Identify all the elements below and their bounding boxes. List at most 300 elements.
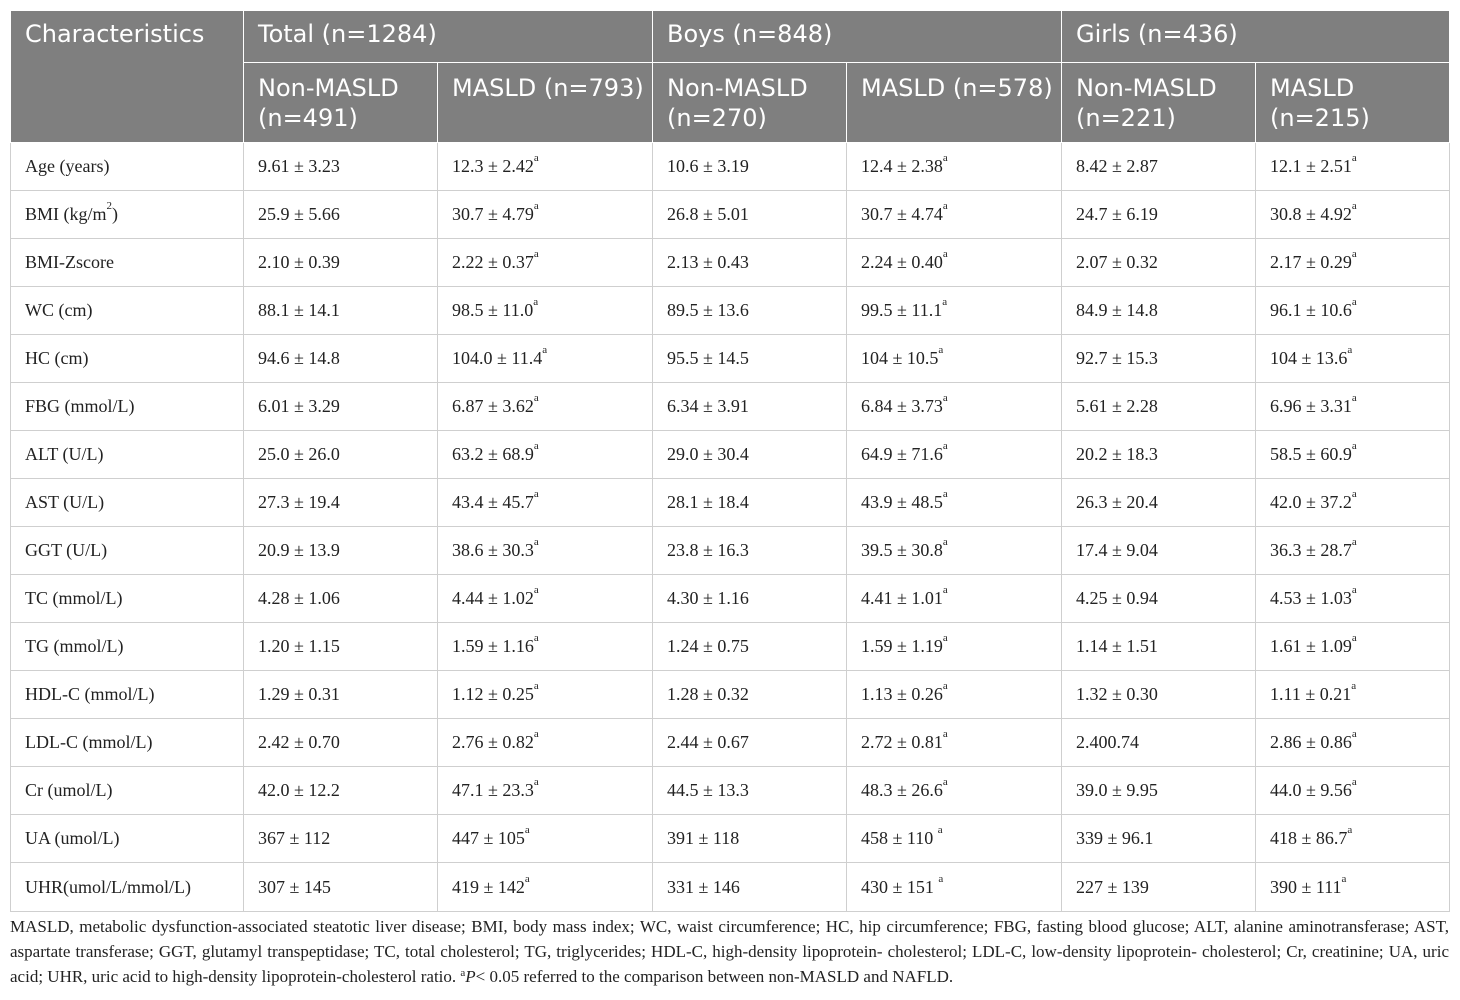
- significance-marker: a: [938, 872, 944, 885]
- significance-marker: a: [1347, 344, 1353, 356]
- cell-value: 48.3 ± 26.6: [861, 780, 943, 800]
- cell-value: 28.1 ± 18.4: [667, 492, 749, 512]
- table-row: [11, 815, 1450, 863]
- table-cell: [847, 287, 1062, 335]
- cell-value: 63.2 ± 68.9: [452, 444, 534, 464]
- table-cell: [1062, 383, 1256, 431]
- table-cell: [1062, 239, 1256, 287]
- subheader-girls-non-masld: Non-MASLD (n=221): [1062, 63, 1256, 143]
- cell-value: 331 ± 146: [667, 876, 740, 897]
- subheader-total-masld: MASLD (n=793): [438, 63, 653, 143]
- table-cell: [244, 575, 438, 623]
- table-cell: [653, 239, 847, 287]
- significance-marker: a: [533, 296, 539, 308]
- table-cell: [653, 815, 847, 863]
- row-label: [11, 143, 244, 191]
- cell-value: 1.29 ± 0.31: [258, 684, 340, 704]
- table-cell: [438, 527, 653, 575]
- table-cell: [438, 191, 653, 239]
- table-cell: [244, 287, 438, 335]
- table-cell: [847, 671, 1062, 719]
- subheader-boys-non-masld: Non-MASLD (n=270): [653, 63, 847, 143]
- cell-value: 2.42 ± 0.70: [258, 732, 340, 752]
- cell-value: 4.41 ± 1.01: [861, 588, 943, 608]
- significance-marker: a: [942, 680, 948, 692]
- row-label-text: GGT (U/L): [25, 540, 108, 560]
- cell-value: 39.5 ± 30.8: [861, 540, 943, 560]
- significance-marker: a: [1351, 200, 1357, 212]
- table-cell: [653, 191, 847, 239]
- table-cell: [244, 431, 438, 479]
- table-cell: [653, 863, 847, 912]
- cell-value: 1.14 ± 1.51: [1076, 636, 1158, 656]
- cell-value: 17.4 ± 9.04: [1076, 540, 1158, 560]
- table-row: [11, 383, 1450, 431]
- table-cell: [1256, 623, 1450, 671]
- table-cell: [1256, 431, 1450, 479]
- table-cell: [653, 767, 847, 815]
- table-cell: [847, 143, 1062, 191]
- cell-value: 418 ± 86.7: [1270, 828, 1348, 848]
- significance-marker: a: [942, 200, 948, 212]
- table-cell: [1062, 767, 1256, 815]
- table-cell: [653, 527, 847, 575]
- table-cell: [653, 143, 847, 191]
- table-cell: [438, 863, 653, 912]
- characteristics-table: [10, 10, 1450, 912]
- significance-marker: a: [542, 344, 548, 356]
- significance-marker: a: [1347, 824, 1353, 836]
- row-label-text: Cr (umol/L): [25, 780, 113, 800]
- row-label: [11, 767, 244, 815]
- cell-value: 2.44 ± 0.67: [667, 732, 749, 752]
- cell-value: 430 ± 151: [861, 876, 939, 897]
- cell-value: 44.0 ± 9.56: [1270, 780, 1352, 800]
- cell-value: 1.24 ± 0.75: [667, 636, 749, 656]
- footnote-text: MASLD, metabolic dysfunction-associated steatotic liver disease; BMI, body mass index; WC, waist circumference; HC, hip circumference; FBG, fasting blood glucose; ALT, alanine aminotransferase; AST, aspartate transferase; GGT, glutamyl transpeptidase; TC, total cholesterol; TG, triglycerides; HDL-C, high-density lipoprotein- cholesterol; LDL-C, low-density lipoprotein- cholesterol; Cr, creatinine; UA, uric acid; UHR, uric acid to high-density lipoprotein-cholesterol ratio.: [10, 917, 1449, 986]
- table-cell: [847, 479, 1062, 527]
- cell-value: 6.96 ± 3.31: [1270, 396, 1352, 416]
- cell-value: 447 ± 105: [452, 828, 525, 848]
- row-label-text: AST (U/L): [25, 492, 105, 512]
- table-body: [11, 143, 1450, 912]
- table-cell: [244, 527, 438, 575]
- row-label-text: WC (cm): [25, 300, 93, 320]
- row-label-text: LDL-C (mmol/L): [25, 732, 153, 752]
- significance-marker: a: [1351, 440, 1357, 452]
- significance-marker: a: [942, 440, 948, 452]
- cell-value: 27.3 ± 19.4: [258, 492, 340, 512]
- table-cell: [244, 191, 438, 239]
- significance-marker: a: [942, 776, 948, 788]
- significance-marker: a: [1351, 680, 1357, 692]
- table-cell: [1062, 623, 1256, 671]
- significance-marker: a: [533, 536, 539, 548]
- cell-value: 1.12 ± 0.25: [452, 684, 534, 704]
- cell-value: 2.72 ± 0.81: [861, 732, 943, 752]
- row-label-text: UA (umol/L): [25, 828, 120, 848]
- table-cell: [1256, 815, 1450, 863]
- cell-value: 6.01 ± 3.29: [258, 396, 340, 416]
- cell-value: 104.0 ± 11.4: [452, 348, 543, 368]
- row-label: [11, 335, 244, 383]
- table-row: [11, 335, 1450, 383]
- cell-value: 391 ± 118: [667, 828, 740, 848]
- cell-value: 1.61 ± 1.09: [1270, 636, 1352, 656]
- table-cell: [1062, 479, 1256, 527]
- cell-value: 307 ± 145: [258, 876, 331, 897]
- cell-value: 10.6 ± 3.19: [667, 156, 749, 176]
- subheader-total-non-masld: Non-MASLD (n=491): [244, 63, 438, 143]
- table-cell: [1256, 671, 1450, 719]
- header-characteristics: Characteristics: [11, 11, 244, 143]
- row-label-text: TG (mmol/L): [25, 636, 124, 656]
- table-cell: [847, 863, 1062, 912]
- table-cell: [244, 767, 438, 815]
- cell-value: 104 ± 10.5: [861, 348, 939, 368]
- significance-marker: a: [1351, 776, 1357, 788]
- cell-value: 64.9 ± 71.6: [861, 444, 943, 464]
- table-cell: [438, 815, 653, 863]
- cell-value: 20.9 ± 13.9: [258, 540, 340, 560]
- cell-value: 2.17 ± 0.29: [1270, 252, 1352, 272]
- significance-marker: a: [942, 536, 948, 548]
- significance-marker: a: [1351, 632, 1357, 644]
- significance-marker: a: [942, 248, 948, 260]
- table-cell: [1062, 719, 1256, 767]
- row-label: [11, 239, 244, 287]
- table-cell: [1256, 767, 1450, 815]
- cell-value: 96.1 ± 10.6: [1270, 300, 1352, 320]
- table-cell: [1256, 383, 1450, 431]
- cell-value: 2.76 ± 0.82: [452, 732, 534, 752]
- cell-value: 42.0 ± 12.2: [258, 780, 340, 800]
- significance-marker: a: [1351, 296, 1357, 308]
- significance-marker: a: [533, 440, 539, 452]
- table-cell: [847, 767, 1062, 815]
- table-row: [11, 575, 1450, 623]
- table-row: [11, 191, 1450, 239]
- table-cell: [438, 431, 653, 479]
- table-cell: [1256, 191, 1450, 239]
- cell-value: 26.8 ± 5.01: [667, 204, 749, 224]
- table-cell: [1062, 431, 1256, 479]
- cell-value: 29.0 ± 30.4: [667, 444, 749, 464]
- table-row: [11, 287, 1450, 335]
- significance-marker: a: [533, 248, 539, 260]
- table-cell: [244, 671, 438, 719]
- table-cell: [1256, 335, 1450, 383]
- cell-value: 12.3 ± 2.42: [452, 156, 534, 176]
- table-cell: [244, 863, 438, 912]
- row-label: [11, 671, 244, 719]
- header-group-total: Total (n=1284): [244, 11, 653, 63]
- table-cell: [1062, 143, 1256, 191]
- significance-marker: a: [533, 488, 539, 500]
- table-cell: [653, 623, 847, 671]
- row-label-text: Age (years): [25, 156, 110, 176]
- cell-value: 84.9 ± 14.8: [1076, 300, 1158, 320]
- table-cell: [1062, 575, 1256, 623]
- table-cell: [438, 671, 653, 719]
- table-cell: [244, 719, 438, 767]
- significance-marker: a: [1351, 488, 1357, 500]
- cell-value: 88.1 ± 14.1: [258, 300, 340, 320]
- table-row: [11, 239, 1450, 287]
- table-cell: [438, 143, 653, 191]
- table-cell: [438, 575, 653, 623]
- row-label-text: BMI-Zscore: [25, 252, 114, 272]
- cell-value: 30.7 ± 4.74: [861, 204, 943, 224]
- significance-marker: a: [1351, 392, 1357, 404]
- row-label-text: ALT (U/L): [25, 444, 104, 464]
- cell-value: 95.5 ± 14.5: [667, 348, 749, 368]
- significance-marker: a: [938, 344, 944, 356]
- table-cell: [653, 719, 847, 767]
- table-cell: [1256, 719, 1450, 767]
- cell-value: 30.7 ± 4.79: [452, 204, 534, 224]
- table-cell: [653, 671, 847, 719]
- cell-value: 9.61 ± 3.23: [258, 156, 340, 176]
- table-row: [11, 623, 1450, 671]
- cell-value: 1.13 ± 0.26: [861, 684, 943, 704]
- table-row: [11, 143, 1450, 191]
- cell-value: 5.61 ± 2.28: [1076, 396, 1158, 416]
- table-cell: [244, 335, 438, 383]
- row-label-text: HC (cm): [25, 348, 89, 368]
- table-cell: [1062, 287, 1256, 335]
- table-cell: [1062, 335, 1256, 383]
- row-label: [11, 863, 244, 912]
- cell-value: 43.9 ± 48.5: [861, 492, 943, 512]
- table-cell: [438, 767, 653, 815]
- table-cell: [438, 623, 653, 671]
- table-cell: [653, 479, 847, 527]
- cell-value: 6.84 ± 3.73: [861, 396, 943, 416]
- cell-value: 89.5 ± 13.6: [667, 300, 749, 320]
- cell-value: 92.7 ± 15.3: [1076, 348, 1158, 368]
- table-cell: [847, 815, 1062, 863]
- significance-marker: a: [533, 728, 539, 740]
- cell-value: 25.9 ± 5.66: [258, 204, 340, 224]
- table-row: [11, 527, 1450, 575]
- table-cell: [847, 431, 1062, 479]
- cell-value: 43.4 ± 45.7: [452, 492, 534, 512]
- cell-value: 419 ± 142: [452, 876, 525, 897]
- row-label-suffix: ): [112, 204, 119, 224]
- header-group-girls: Girls (n=436): [1062, 11, 1450, 63]
- table-cell: [1256, 527, 1450, 575]
- cell-value: 4.28 ± 1.06: [258, 588, 340, 608]
- table-row: [11, 479, 1450, 527]
- cell-value: 99.5 ± 11.1: [861, 300, 943, 320]
- cell-value: 98.5 ± 11.0: [452, 300, 534, 320]
- significance-marker: a: [533, 776, 539, 788]
- cell-value: 1.28 ± 0.32: [667, 684, 749, 704]
- row-label: [11, 431, 244, 479]
- table-cell: [1256, 143, 1450, 191]
- cell-value: 227 ± 139: [1076, 876, 1149, 897]
- cell-value: 42.0 ± 37.2: [1270, 492, 1352, 512]
- table-cell: [1256, 863, 1450, 912]
- table-cell: [438, 383, 653, 431]
- cell-value: 25.0 ± 26.0: [258, 444, 340, 464]
- significance-marker: a: [533, 152, 539, 164]
- table-cell: [1062, 815, 1256, 863]
- cell-value: 390 ± 111: [1270, 876, 1342, 897]
- row-label-superscript: 2: [106, 200, 113, 212]
- table-cell: [1256, 575, 1450, 623]
- significance-marker: a: [533, 200, 539, 212]
- table-cell: [847, 623, 1062, 671]
- table-cell: [847, 191, 1062, 239]
- table-row: [11, 767, 1450, 815]
- row-label: [11, 623, 244, 671]
- row-label-text: HDL-C (mmol/L): [25, 684, 155, 704]
- table-cell: [438, 479, 653, 527]
- table-row: [11, 431, 1450, 479]
- cell-value: 94.6 ± 14.8: [258, 348, 340, 368]
- cell-value: 58.5 ± 60.9: [1270, 444, 1352, 464]
- subheader-boys-masld: MASLD (n=578): [847, 63, 1062, 143]
- significance-marker: a: [1351, 152, 1357, 164]
- cell-value: 2.07 ± 0.32: [1076, 252, 1158, 272]
- significance-marker: a: [1351, 584, 1357, 596]
- table-cell: [847, 719, 1062, 767]
- row-label: [11, 575, 244, 623]
- significance-marker: a: [524, 824, 530, 836]
- significance-marker: a: [1351, 728, 1357, 740]
- table-cell: [1062, 191, 1256, 239]
- cell-value: 1.32 ± 0.30: [1076, 684, 1158, 704]
- table-cell: [847, 383, 1062, 431]
- significance-marker: a: [533, 680, 539, 692]
- table-cell: [1062, 527, 1256, 575]
- significance-marker: a: [942, 392, 948, 404]
- row-label-text: UHR(umol/L/mmol/L): [25, 876, 191, 897]
- cell-value: 6.87 ± 3.62: [452, 396, 534, 416]
- table-cell: [847, 575, 1062, 623]
- table-cell: [244, 383, 438, 431]
- table-cell: [438, 335, 653, 383]
- significance-marker: a: [533, 632, 539, 644]
- cell-value: 23.8 ± 16.3: [667, 540, 749, 560]
- row-label: [11, 479, 244, 527]
- footnote-tail: < 0.05 referred to the comparison between non-MASLD and NAFLD.: [475, 967, 954, 986]
- row-label: [11, 815, 244, 863]
- cell-value: 1.11 ± 0.21: [1270, 684, 1352, 704]
- cell-value: 2.24 ± 0.40: [861, 252, 943, 272]
- cell-value: 458 ± 110: [861, 828, 938, 848]
- cell-value: 104 ± 13.6: [1270, 348, 1348, 368]
- cell-value: 24.7 ± 6.19: [1076, 204, 1158, 224]
- row-label-text: TC (mmol/L): [25, 588, 123, 608]
- table-cell: [847, 527, 1062, 575]
- cell-value: 2.400.74: [1076, 732, 1139, 752]
- table-footnote: [10, 914, 1449, 989]
- cell-value: 1.20 ± 1.15: [258, 636, 340, 656]
- table-cell: [847, 335, 1062, 383]
- table-cell: [653, 287, 847, 335]
- row-label: [11, 287, 244, 335]
- cell-value: 12.1 ± 2.51: [1270, 156, 1352, 176]
- significance-marker: a: [524, 872, 530, 885]
- significance-marker: a: [942, 632, 948, 644]
- table-cell: [1256, 479, 1450, 527]
- table-cell: [653, 575, 847, 623]
- row-label: [11, 191, 244, 239]
- table-cell: [653, 335, 847, 383]
- table-cell: [438, 239, 653, 287]
- cell-value: 4.44 ± 1.02: [452, 588, 534, 608]
- cell-value: 6.34 ± 3.91: [667, 396, 749, 416]
- cell-value: 39.0 ± 9.95: [1076, 780, 1158, 800]
- header-group-boys: Boys (n=848): [653, 11, 1062, 63]
- table-cell: [438, 719, 653, 767]
- cell-value: 38.6 ± 30.3: [452, 540, 534, 560]
- cell-value: 367 ± 112: [258, 828, 331, 848]
- row-label: [11, 527, 244, 575]
- cell-value: 4.25 ± 0.94: [1076, 588, 1158, 608]
- footnote-superscript: a: [460, 967, 466, 979]
- cell-value: 8.42 ± 2.87: [1076, 156, 1158, 176]
- significance-marker: a: [533, 392, 539, 404]
- cell-value: 44.5 ± 13.3: [667, 780, 749, 800]
- table-cell: [1256, 287, 1450, 335]
- significance-marker: a: [533, 584, 539, 596]
- cell-value: 2.10 ± 0.39: [258, 252, 340, 272]
- cell-value: 2.13 ± 0.43: [667, 252, 749, 272]
- table-cell: [244, 479, 438, 527]
- table-row: [11, 863, 1450, 912]
- table-cell: [244, 623, 438, 671]
- table-cell: [1062, 671, 1256, 719]
- table-cell: [1062, 863, 1256, 912]
- significance-marker: a: [942, 728, 948, 740]
- cell-value: 4.30 ± 1.16: [667, 588, 749, 608]
- significance-marker: a: [1341, 872, 1347, 885]
- row-label: [11, 383, 244, 431]
- table-cell: [1256, 239, 1450, 287]
- significance-marker: a: [1351, 248, 1357, 260]
- significance-marker: a: [937, 824, 943, 836]
- footnote-p-symbol: P: [465, 967, 476, 986]
- cell-value: 2.86 ± 0.86: [1270, 732, 1352, 752]
- table-cell: [653, 431, 847, 479]
- cell-value: 2.22 ± 0.37: [452, 252, 534, 272]
- cell-value: 30.8 ± 4.92: [1270, 204, 1352, 224]
- cell-value: 1.59 ± 1.16: [452, 636, 534, 656]
- significance-marker: a: [1351, 536, 1357, 548]
- table-cell: [244, 239, 438, 287]
- table-cell: [244, 815, 438, 863]
- significance-marker: a: [942, 296, 948, 308]
- cell-value: 36.3 ± 28.7: [1270, 540, 1352, 560]
- cell-value: 339 ± 96.1: [1076, 828, 1154, 848]
- cell-value: 47.1 ± 23.3: [452, 780, 534, 800]
- cell-value: 26.3 ± 20.4: [1076, 492, 1158, 512]
- significance-marker: a: [942, 152, 948, 164]
- table-row: [11, 671, 1450, 719]
- row-label-text: BMI (kg/m: [25, 204, 107, 224]
- table-cell: [653, 383, 847, 431]
- table-row: [11, 719, 1450, 767]
- table-cell: [244, 143, 438, 191]
- table-cell: [847, 239, 1062, 287]
- cell-value: 1.59 ± 1.19: [861, 636, 943, 656]
- significance-marker: a: [942, 584, 948, 596]
- subheader-girls-masld: MASLD (n=215): [1256, 63, 1450, 143]
